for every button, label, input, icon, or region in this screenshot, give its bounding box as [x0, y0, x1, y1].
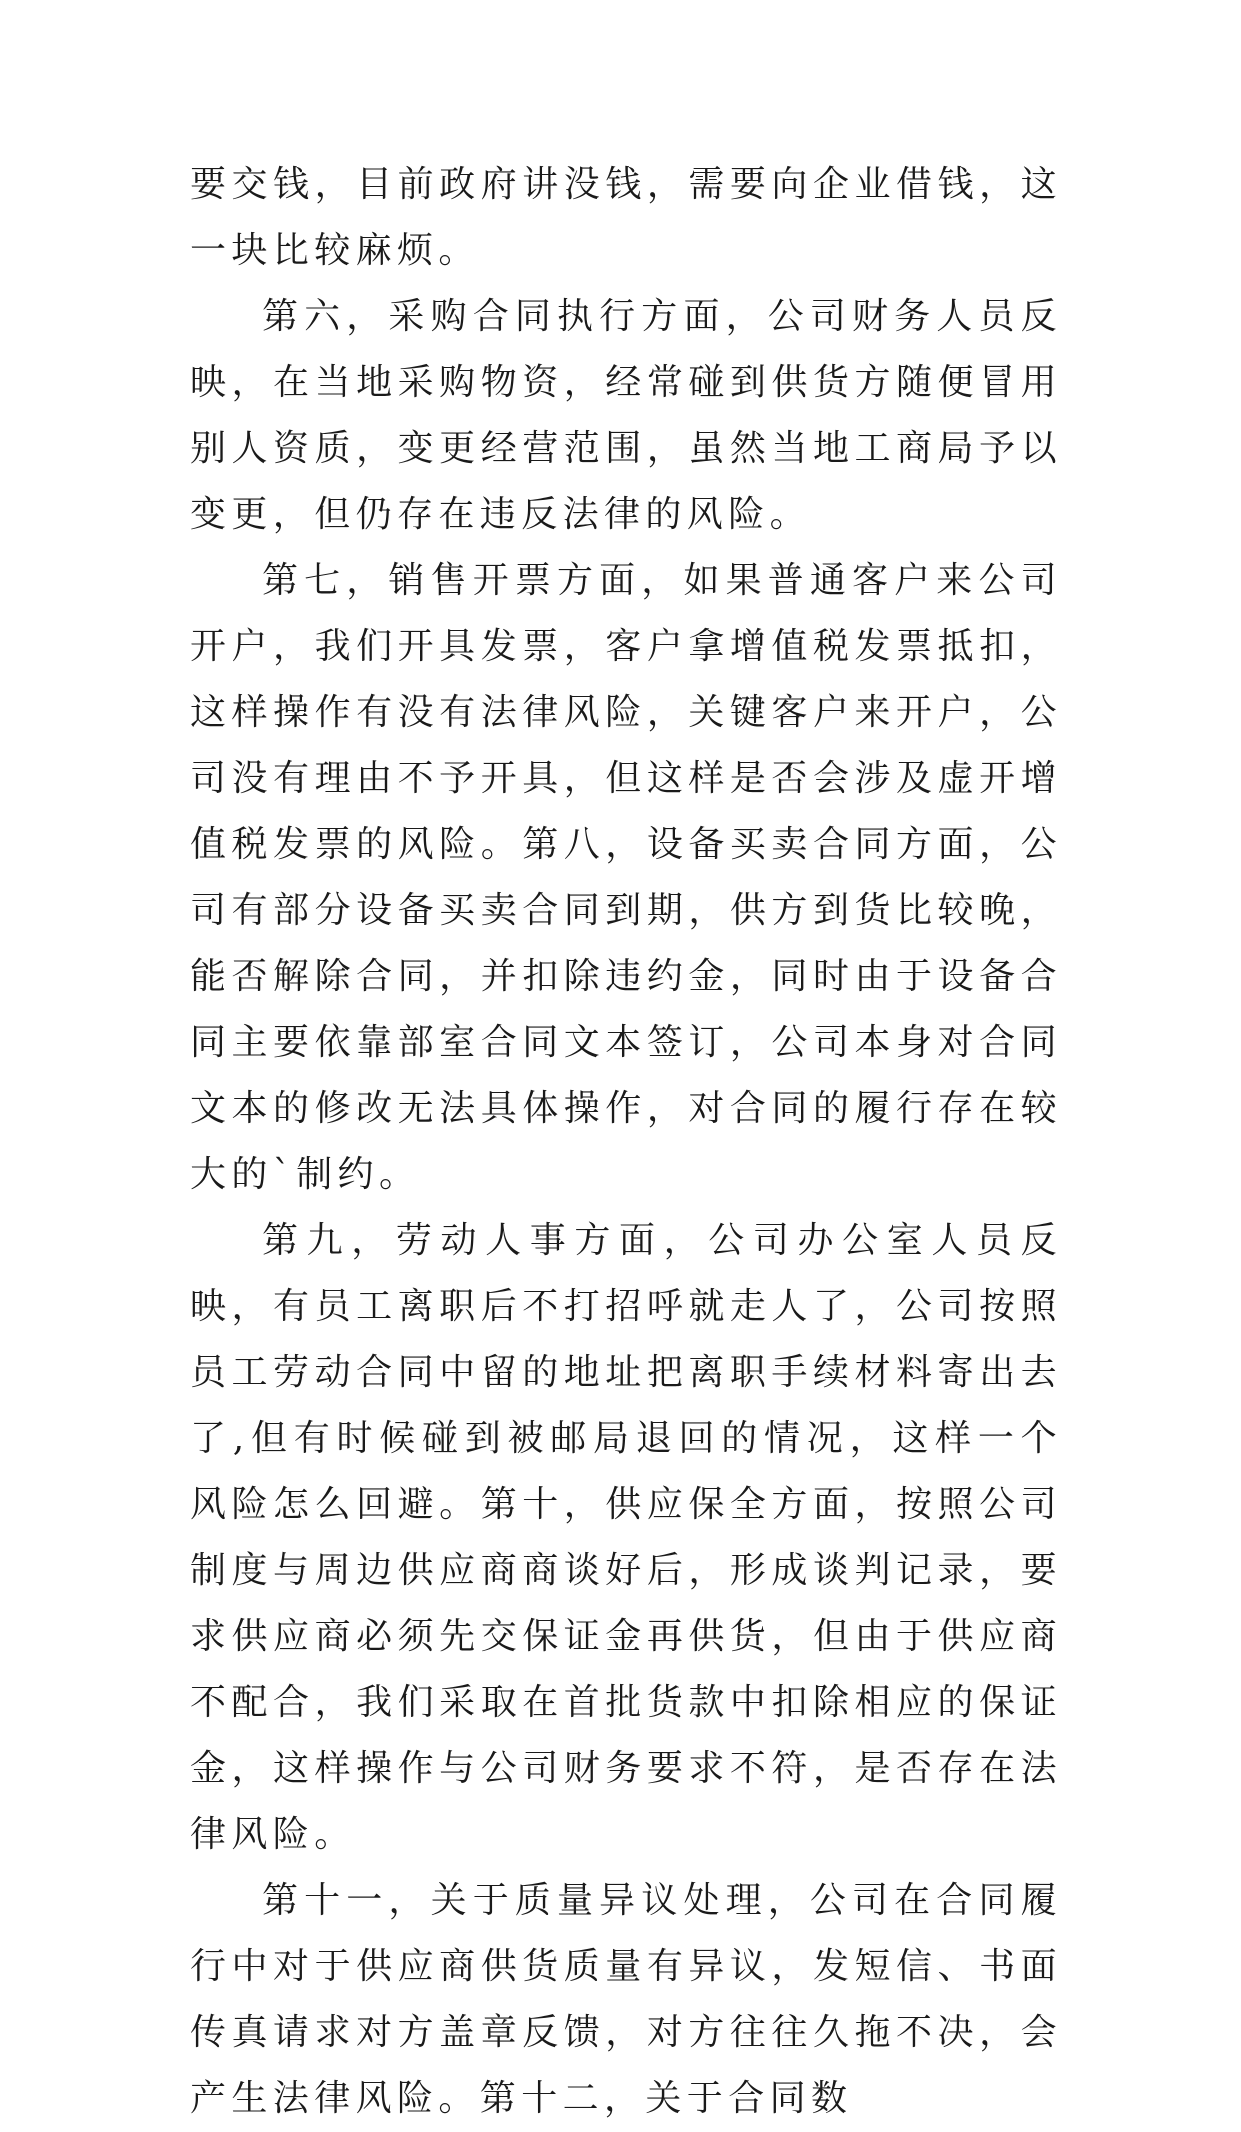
paragraph-ninth-tenth-points: 第九，劳动人事方面，公司办公室人员反映，有员工离职后不打招呼就走人了，公司按照员工劳动合同中留的地址把离职手续材料寄出去了,但有时候碰到被邮局退回的情况，这样一个风险怎么回避。第十，供应保全方面，按照公司制度与周边供应商商谈好后，形成谈判记录，要求供应商必须先交保证金再供货，但由于供应商不配合，我们采取在首批货款中扣除相应的保证金，这样操作与公司财务要求不符，是否存在法律风险。 — [190, 1220, 1062, 1855]
document-body — [190, 152, 1062, 2132]
paragraph-eleventh-twelfth-points: 第十一，关于质量异议处理，公司在合同履行中对于供应商供货质量有异议，发短信、书面传真请求对方盖章反馈，对方往往久拖不决，会产生法律风险。第十二，关于合同数 — [190, 1880, 1062, 2119]
paragraph-sixth-point: 第六，采购合同执行方面，公司财务人员反映，在当地采购物资，经常碰到供货方随便冒用别人资质，变更经营范围，虽然当地工商局予以变更，但仍存在违反法律的风险。 — [190, 296, 1062, 535]
paragraph-seventh-eighth-points: 第七，销售开票方面，如果普通客户来公司开户，我们开具发票，客户拿增值税发票抵扣，这样操作有没有法律风险，关键客户来开户，公司没有理由不予开具，但这样是否会涉及虚开增值税发票的风险。第八，设备买卖合同方面，公司有部分设备买卖合同到期，供方到货比较晚，能否解除合同，并扣除违约金，同时由于设备合同主要依靠部室合同文本签订，公司本身对合同文本的修改无法具体操作，对合同的履行存在较大的`制约。 — [190, 560, 1062, 1195]
paragraph-continuation: 要交钱，目前政府讲没钱，需要向企业借钱，这一块比较麻烦。 — [190, 164, 1062, 271]
